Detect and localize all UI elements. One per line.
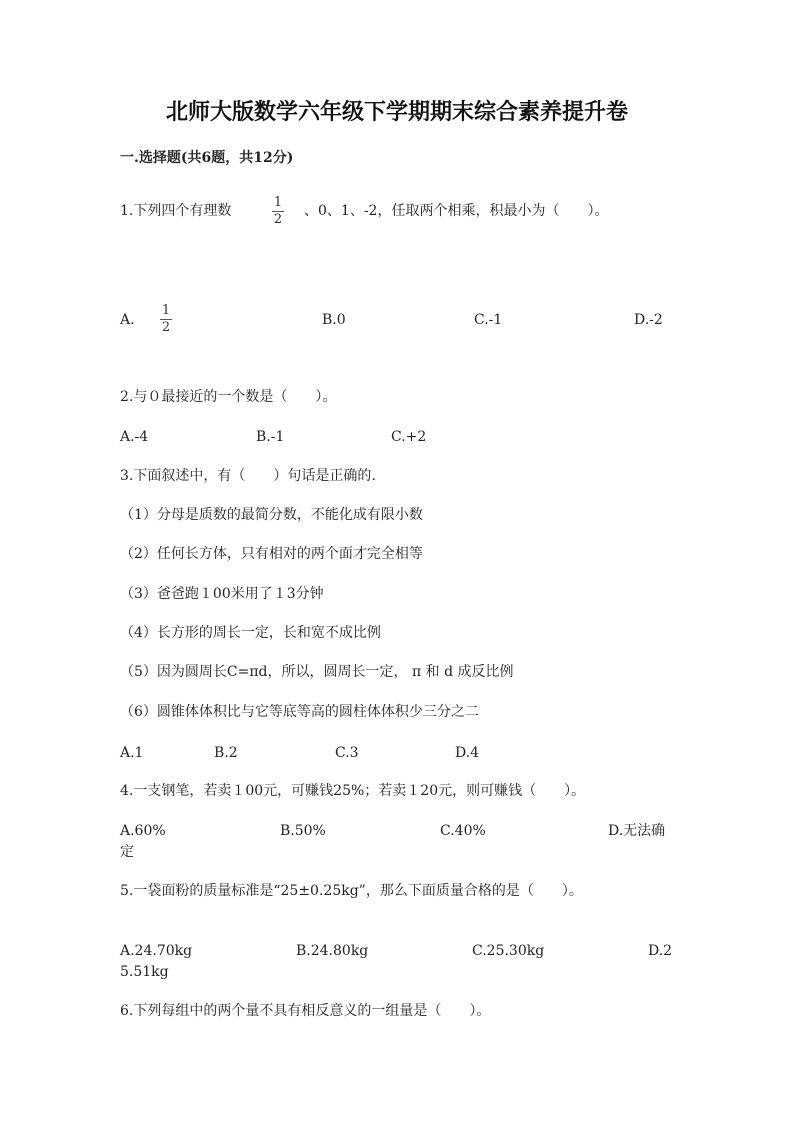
q1-fraction-numerator: 1 xyxy=(273,195,283,210)
q1-option-a-denominator: 2 xyxy=(161,320,171,335)
q2-text: 2.与０最接近的一个数是（ ）。 xyxy=(120,389,337,405)
q2-option-b: B.-1 xyxy=(256,429,285,445)
q5-option-c: C.25.30kg xyxy=(472,943,545,959)
page-title: 北师大版数学六年级下学期期末综合素养提升卷 xyxy=(165,99,628,125)
q5-option-d-line2: 5.51kg xyxy=(120,964,169,980)
q3-statement-4: （4）长方形的周长一定，长和宽不成比例 xyxy=(120,625,381,641)
q6-text: 6.下列每组中的两个量不具有相反意义的一组量是（ ）。 xyxy=(120,1003,491,1019)
q1-suffix: 、0、1、-2，任取两个相乘，积最小为（ ）。 xyxy=(304,203,609,219)
q1-option-a-fraction xyxy=(159,304,173,335)
q3-option-c: C.3 xyxy=(335,745,359,761)
q3-statement-6: （6）圆锥体体积比与它等底等高的圆柱体体积少三分之二 xyxy=(120,704,479,720)
q2-option-c: C.+2 xyxy=(391,429,427,445)
q1-fraction-denominator: 2 xyxy=(273,212,283,227)
section-heading: 一.选择题(共6题，共12分) xyxy=(120,150,294,166)
q1-prefix: 1.下列四个有理数 xyxy=(120,203,232,219)
q3-option-a: A.1 xyxy=(120,745,144,761)
q1-option-d: D.-2 xyxy=(634,312,663,328)
q3-statement-3: （3）爸爸跑１00米用了１3分钟 xyxy=(120,586,324,602)
q1-option-c: C.-1 xyxy=(474,312,503,328)
q3-statement-1: （1）分母是质数的最简分数，不能化成有限小数 xyxy=(120,507,423,523)
q4-option-a: A.60% xyxy=(120,823,166,839)
q1-option-a-label: A. xyxy=(120,312,135,328)
q5-text: 5.一袋面粉的质量标准是“25±0.25kg”，那么下面质量合格的是（ ）。 xyxy=(120,883,583,899)
q4-option-c: C.40% xyxy=(440,823,486,839)
q3-statement-2: （2）任何长方体，只有相对的两个面才完全相等 xyxy=(120,546,423,562)
q3-statement-5: （5）因为圆周长C=πd，所以，圆周长一定， π 和 d 成反比例 xyxy=(120,664,514,680)
q5-option-a: A.24.70kg xyxy=(120,943,193,959)
q5-option-b: B.24.80kg xyxy=(296,943,369,959)
q1-option-b: B.0 xyxy=(322,312,346,328)
q1-fraction xyxy=(271,196,285,227)
q4-option-d-line1: D.无法确 xyxy=(608,823,666,839)
q3-option-b: B.2 xyxy=(214,745,238,761)
q5-option-d-line1: D.2 xyxy=(648,943,673,959)
q4-option-d-line2: 定 xyxy=(120,844,134,860)
q2-option-a: A.-4 xyxy=(120,429,149,445)
q3-option-d: D.4 xyxy=(455,745,480,761)
q4-text: 4.一支钢笔，若卖１00元，可赚钱25%；若卖１20元，则可赚钱（ ）。 xyxy=(120,783,586,799)
q4-option-b: B.50% xyxy=(280,823,326,839)
q1-option-a-numerator: 1 xyxy=(161,303,171,318)
q3-text: 3.下面叙述中，有（ ）句话是正确的. xyxy=(120,468,376,484)
